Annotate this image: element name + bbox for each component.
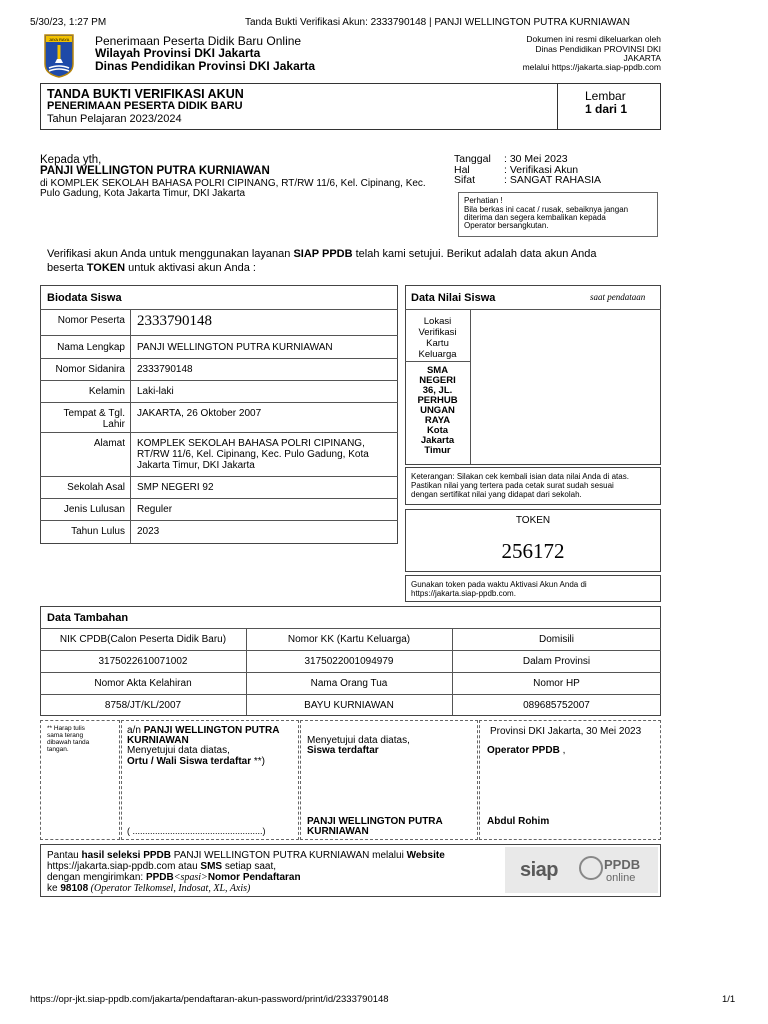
label-tahun-lulus: Tahun Lulus	[71, 526, 125, 537]
meta-sifat-label: Sifat	[454, 174, 476, 186]
parent-role: Ortu / Wali Siswa terdaftar **)	[127, 756, 266, 767]
keterangan-line-2: Pastikan nilai yang tertera pada cetak surat sudah sesuai	[411, 481, 614, 490]
value-alamat-2: RT/RW 11/6, Kel. Cipinang, Kec. Pulo Gadung, Kota	[137, 449, 369, 460]
header-line2: Wilayah Provinsi DKI Jakarta	[95, 46, 261, 60]
value-alamat-1: KOMPLEK SEKOLAH BAHASA POLRI CIPINANG,	[137, 438, 365, 449]
siap-logo: siap	[520, 859, 559, 881]
header-orang-tua: Nama Orang Tua	[310, 678, 388, 689]
notice-line-1: Bila berkas ini cacat / rusak, sebaiknya jangan	[464, 205, 629, 214]
token-label: TOKEN	[515, 515, 551, 526]
value-nomor-peserta: 2333790148	[137, 313, 212, 329]
to-label: Kepada yth,	[40, 154, 102, 166]
label-nama-lengkap: Nama Lengkap	[57, 342, 125, 353]
meta-tanggal-value: : 30 Mei 2023	[504, 153, 568, 165]
token-note-2: https://jakarta.siap-ppdb.com.	[411, 589, 516, 598]
header-right3: JAKARTA	[623, 53, 661, 63]
header-right2: Dinas Pendidikan PROVINSI DKI	[535, 44, 661, 54]
sheet-label: Lembar	[585, 89, 626, 103]
keterangan-line-1: Keterangan: Silakan cek kembali isian data nilai Anda di atas.	[411, 472, 629, 481]
print-page-number: 1/1	[722, 994, 736, 1005]
header-line1: Penerimaan Peserta Didik Baru Online	[95, 34, 302, 48]
lokasi-label: Lokasi Verifikasi Kartu Keluarga	[418, 316, 457, 360]
parent-name: a/n PANJI WELLINGTON PUTRA	[127, 725, 280, 736]
print-page-title: Tanda Bukti Verifikasi Akun: 2333790148 | PANJI WELLINGTON PUTRA KURNIAWAN	[245, 17, 630, 28]
value-alamat-3: Jakarta Timur, DKI Jakarta	[137, 460, 255, 471]
print-url[interactable]	[30, 994, 389, 1005]
sheet-value: 1 dari 1	[585, 102, 628, 116]
token-note-1: Gunakan token pada waktu Aktivasi Akun Anda di	[411, 580, 587, 589]
meta-hal-value: : Verifikasi Akun	[504, 164, 579, 176]
value-kelamin: Laki-laki	[137, 386, 174, 397]
value-orang-tua: BAYU KURNIAWAN	[304, 700, 394, 711]
ppdb-logo-icon	[579, 856, 603, 880]
intro-line-1: Verifikasi akun Anda untuk menggunakan layanan SIAP PPDB telah kami setujui. Berikut adalah data akun Anda	[47, 248, 597, 260]
biodata-title: Biodata Siswa	[47, 292, 122, 304]
meta-sifat-value: : SANGAT RAHASIA	[504, 174, 602, 186]
dki-jakarta-logo	[44, 34, 74, 78]
value-nama-lengkap: PANJI WELLINGTON PUTRA KURNIAWAN	[137, 342, 333, 353]
print-url-link[interactable]: https://opr-jkt.siap-ppdb.com/jakarta/pendaftaran-akun-password/print/id/2333790148	[30, 994, 389, 1005]
label-sekolah-asal: Sekolah Asal	[67, 482, 125, 493]
footer-line-2: https://jakarta.siap-ppdb.com atau SMS setiap saat,	[47, 861, 277, 872]
parent-signature-line: ( ....................................................)	[127, 826, 266, 836]
signature-note: ** Harap tulis sama terang dibawah tanda tangan.	[47, 725, 90, 753]
label-tempat-tgl: Tempat & Tgl.	[63, 408, 125, 419]
header-right4: melalui https://jakarta.siap-ppdb.com	[522, 62, 661, 72]
header-right1: Dokumen ini resmi dikeluarkan oleh	[526, 34, 661, 44]
meta-tanggal-label: Tanggal	[454, 153, 491, 165]
value-akta: 8758/JT/KL/2007	[104, 700, 182, 711]
lokasi-school: SMA NEGERI 36, JL. PERHUB UNGAN RAYA Kota Jakarta Timur	[417, 365, 458, 456]
student-name-1: PANJI WELLINGTON PUTRA	[307, 816, 443, 827]
operator-name: Abdul Rohim	[487, 816, 550, 827]
label-nomor-peserta: Nomor Peserta	[57, 315, 125, 326]
token-value: 256172	[501, 539, 565, 563]
header-nomor-hp: Nomor HP	[533, 678, 580, 689]
doc-subtitle: PENERIMAAN PESERTA DIDIK BARU	[47, 100, 243, 112]
label-lahir: Lahir	[102, 419, 125, 430]
notice-line-2: diterima dan segera kembalikan kepada	[464, 213, 606, 222]
student-name-2: KURNIAWAN	[307, 826, 369, 837]
notice-title: Perhatian !	[464, 196, 503, 205]
label-alamat: Alamat	[93, 438, 125, 449]
value-kk: 3175022001094979	[304, 656, 394, 667]
keterangan-line-3: dengan sertifikat nilai yang didapat dari sekolah.	[411, 490, 582, 499]
nilai-subtitle: saat pendataan	[590, 292, 646, 302]
notice-line-3: Operator bersangkutan.	[464, 221, 549, 230]
label-nomor-sidanira: Nomor Sidanira	[55, 364, 125, 375]
nilai-title: Data Nilai Siswa	[411, 292, 496, 304]
to-name: PANJI WELLINGTON PUTRA KURNIAWAN	[40, 165, 270, 177]
to-address-2: Pulo Gadung, Kota Jakarta Timur, DKI Jakarta	[40, 188, 246, 199]
header-kk: Nomor KK (Kartu Keluarga)	[287, 634, 411, 645]
student-agree: Menyetujui data diatas,	[307, 735, 410, 746]
tambahan-title: Data Tambahan	[47, 612, 129, 624]
value-jenis-lulusan: Reguler	[137, 504, 173, 515]
value-domisili: Dalam Provinsi	[522, 656, 591, 667]
intro-line-2: beserta TOKEN untuk aktivasi akun Anda :	[47, 262, 256, 274]
value-tahun-lulus: 2023	[137, 526, 160, 537]
value-sekolah-asal: SMP NEGERI 92	[137, 482, 214, 493]
footer-line-4: ke 98108 (Operator Telkomsel, Indosat, XL, Axis)	[47, 883, 251, 894]
footer-line-1: Pantau hasil seleksi PPDB PANJI WELLINGTON PUTRA KURNIAWAN melalui Website	[47, 850, 445, 861]
label-jenis-lulusan: Jenis Lulusan	[63, 504, 125, 515]
value-nomor-hp: 089685752007	[523, 700, 590, 711]
parent-agree: Menyetujui data diatas,	[127, 745, 230, 756]
meta-hal-label: Hal	[454, 164, 470, 176]
value-tempat-tgl-lahir: JAKARTA, 26 Oktober 2007	[137, 408, 262, 419]
label-kelamin: Kelamin	[88, 386, 125, 397]
operator-place-date: Provinsi DKI Jakarta, 30 Mei 2023	[490, 726, 642, 737]
ppdb-logo: PPDB	[604, 857, 641, 872]
print-datetime: 5/30/23, 1:27 PM	[30, 17, 107, 28]
value-nomor-sidanira: 2333790148	[137, 364, 193, 375]
to-address-1: di KOMPLEK SEKOLAH BAHASA POLRI CIPINANG, RT/RW 11/6, Kel. Cipinang, Kec.	[40, 178, 426, 189]
ppdb-online-logo: online	[606, 872, 636, 884]
operator-role: Operator PPDB ,	[487, 745, 566, 756]
doc-title: TANDA BUKTI VERIFIKASI AKUN	[47, 87, 244, 101]
header-akta: Nomor Akta Kelahiran	[94, 678, 192, 689]
header-line3: Dinas Pendidikan Provinsi DKI Jakarta	[95, 59, 316, 73]
header-nik: NIK CPDB(Calon Peserta Didik Baru)	[59, 634, 227, 645]
header-domisili: Domisili	[539, 634, 574, 645]
footer-line-3: dengan mengirimkan: PPDB<spasi>Nomor Pendaftaran	[47, 872, 301, 883]
student-role: Siswa terdaftar	[307, 745, 379, 756]
value-nik: 3175022610071002	[98, 656, 188, 667]
svg-text:JAYA RAYA: JAYA RAYA	[48, 37, 70, 42]
doc-year: Tahun Pelajaran 2023/2024	[47, 113, 182, 125]
parent-name-2: KURNIAWAN	[127, 735, 189, 746]
